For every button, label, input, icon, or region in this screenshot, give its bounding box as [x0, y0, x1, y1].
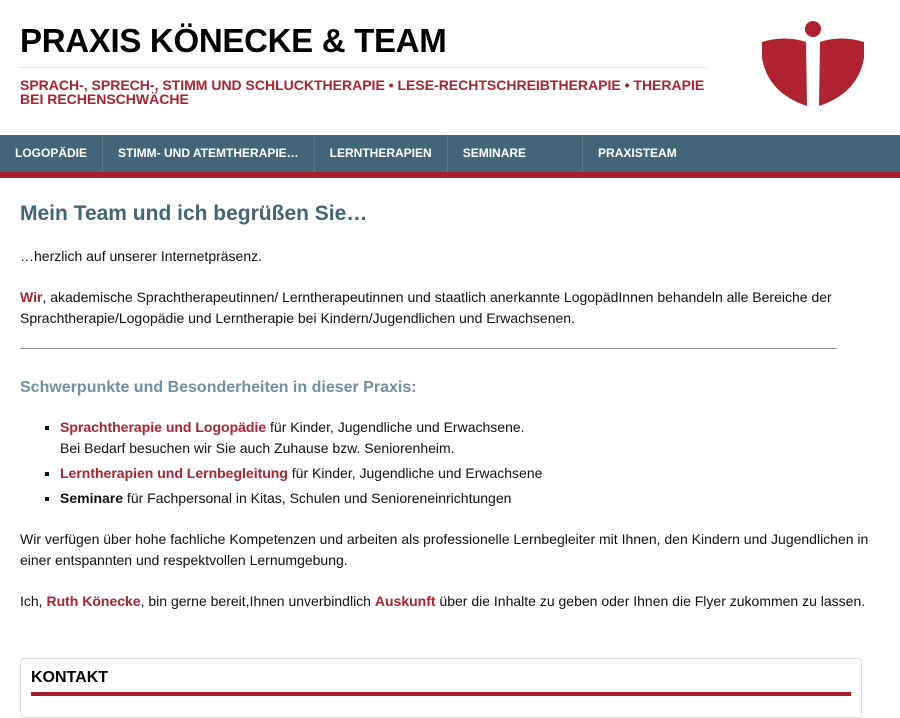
lerntherapien-link[interactable]: Lerntherapien und Lernbegleitung	[60, 465, 288, 481]
logo-icon[interactable]	[760, 18, 866, 106]
about-text: , akademische Sprachtherapeutinnen/ Lerntherapeutinnen und staatlich anerkannte LogopädInnen behandeln alle Bereiche der Sprachtherapie/Logopädie und Lerntherapie bei Kindern/Jugendlichen und Erwachsenen.	[20, 289, 832, 326]
list-item	[60, 488, 880, 509]
section-heading: Schwerpunkte und Besonderheiten in dieser Praxis:	[20, 379, 417, 396]
item-text: für Kinder, Jugendliche und Erwachsene	[287, 465, 543, 481]
list-item	[60, 463, 880, 484]
divider	[20, 348, 837, 349]
focus-list	[20, 417, 880, 509]
main-content	[0, 202, 900, 612]
text: , bin gerne bereit,Ihnen unverbindlich	[140, 593, 375, 609]
nav-stimm-atemtherapie[interactable]: STIMM- UND ATEMTHERAPIE…	[103, 135, 315, 172]
list-item	[60, 417, 880, 459]
auskunft-link[interactable]: Auskunft	[374, 593, 436, 609]
item-text: für Fachpersonal in Kitas, Schulen und Senioreneinrichtungen	[123, 490, 512, 506]
intro-text: …herzlich auf unserer Internetpräsenz.	[20, 248, 263, 264]
nav-logopaedie[interactable]: LOGOPÄDIE	[0, 135, 103, 172]
contact-paragraph	[20, 591, 880, 612]
page-heading: Mein Team und ich begrüßen Sie…	[20, 202, 368, 225]
main-nav	[0, 135, 900, 178]
site-tagline: SPRACH-, SPRECH-, STIMM UND SCHLUCKTHERAPIE • LESE-RECHTSCHREIBTHERAPIE • THERAPIE BEI RECHENSCHWÄCHE	[20, 77, 705, 107]
nav-praxisteam[interactable]: PRAXISTEAM	[598, 146, 677, 160]
site-header	[0, 0, 900, 135]
sprachtherapie-link[interactable]: Sprachtherapie und Logopädie	[60, 419, 267, 435]
contact-widget	[20, 658, 862, 718]
contact-title: KONTAKT	[31, 669, 851, 696]
text: Ich,	[20, 593, 47, 609]
divider	[20, 67, 707, 68]
nav-lerntherapien[interactable]: LERNTHERAPIEN	[315, 135, 448, 172]
text: über die Inhalte zu geben oder Ihnen die Flyer zukommen zu lassen.	[435, 593, 866, 609]
item-text: für Kinder, Jugendliche und Erwachsene.	[266, 419, 525, 435]
nav-seminare[interactable]: SEMINARE	[448, 135, 583, 172]
ruth-koenecke-link[interactable]: Ruth Könecke	[46, 593, 141, 609]
about-paragraph	[20, 287, 880, 329]
item-text: Bei Bedarf besuchen wir Sie auch Zuhause bzw. Seniorenheim.	[60, 440, 455, 456]
seminare-label: Seminare	[60, 490, 124, 506]
wir-link[interactable]: Wir	[20, 289, 43, 305]
competence-paragraph: Wir verfügen über hohe fachliche Kompetenzen und arbeiten als professionelle Lernbegleiter mit Ihnen, den Kindern und Jugendlichen in einer entspannten und respektvollen Lernumgebung.	[20, 531, 869, 568]
site-title[interactable]: PRAXIS KÖNECKE & TEAM	[20, 22, 447, 59]
